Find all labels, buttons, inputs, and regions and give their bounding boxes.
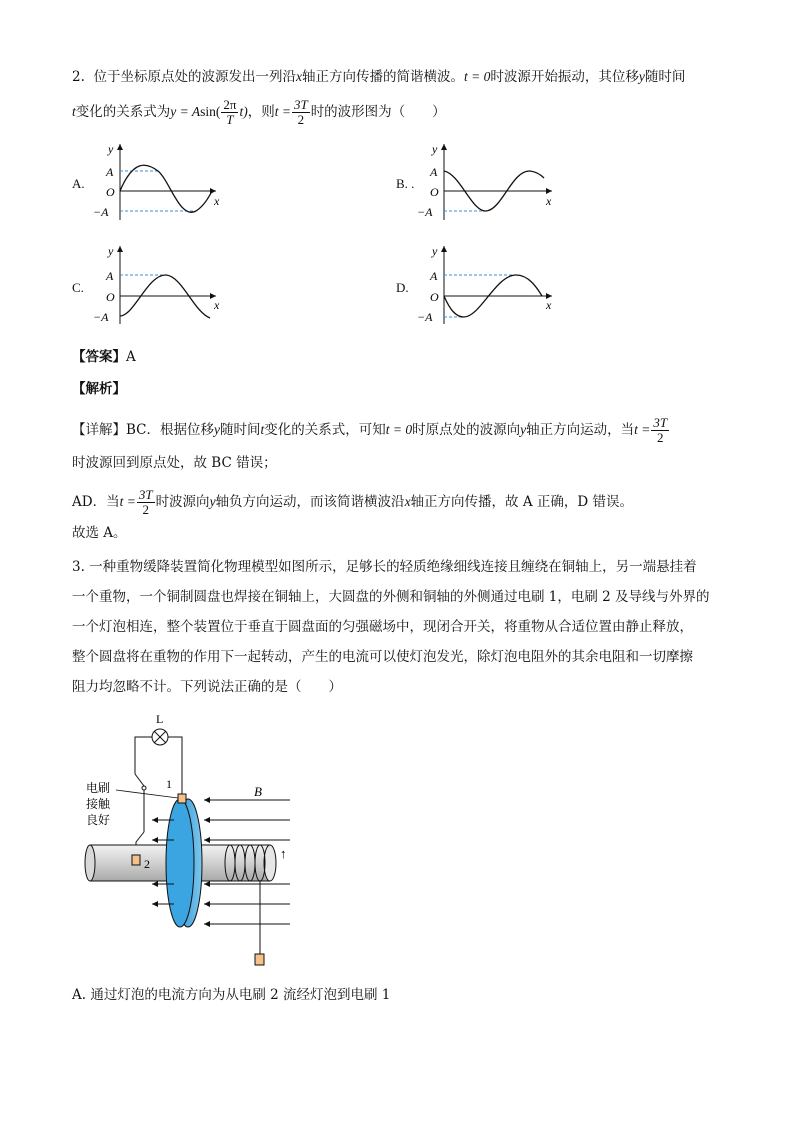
- origin-label: O: [430, 185, 439, 199]
- q3-stem-line4: 整个圆盘将在重物的作用下一起转动，产生的电流可以使灯泡发光，除灯泡电阻外的其余电阻和一切摩擦: [72, 649, 693, 665]
- field-label: B: [254, 784, 262, 799]
- conclusion-line: 故选 A。: [72, 525, 127, 541]
- answer-line: 【答案】A: [72, 349, 136, 365]
- q3-stem-line5: 阻力均忽略不计。下列说法正确的是（ ）: [72, 679, 342, 695]
- brush-2: [132, 855, 140, 865]
- pos-amp-label: A: [106, 165, 114, 179]
- y-label: y: [432, 244, 438, 258]
- detail-ad-line: AD．当t = $\frac{3T}{2}$ 时波源向y轴负方向运动，而该简谐横波沿x轴正方向传播，故 A 正确，D 错误。: [72, 487, 634, 517]
- y-label: y: [108, 142, 114, 156]
- brush1-label: 1: [166, 777, 172, 791]
- pos-amp-label: A: [430, 269, 438, 283]
- x-label: x: [214, 298, 220, 312]
- pos-amp-label: A: [106, 269, 114, 283]
- y-label: y: [108, 244, 114, 258]
- brush-1: [178, 794, 186, 803]
- analysis-tag: 【解析】: [72, 381, 126, 397]
- option-a-label[interactable]: A.: [72, 176, 85, 191]
- option-c-graph[interactable]: [88, 242, 228, 326]
- option-d-graph[interactable]: [412, 242, 562, 326]
- formula-fraction: $\frac{2\pi}{T}$: [223, 97, 237, 127]
- x-label: x: [546, 298, 552, 312]
- option-b-label[interactable]: B. .: [396, 176, 415, 191]
- rotation-arrow: ↑: [280, 846, 287, 861]
- pos-amp-label: A: [430, 165, 438, 179]
- lamp-label: L: [156, 712, 164, 726]
- q3-stem-line1: 3. 一种重物缓降装置简化物理模型如图所示，足够长的轻质绝缘细线连接且缠绕在铜轴上，另一端悬挂着: [72, 559, 697, 575]
- origin-label: O: [106, 290, 115, 304]
- time-fraction: $\frac{3T}{2}$: [293, 97, 308, 127]
- q3-stem-line3: 一个灯泡相连，整个装置位于垂直于圆盘面的匀强磁场中，现闭合开关，将重物从合适位置由静止释放，: [72, 619, 693, 635]
- q3-apparatus-figure: [80, 712, 310, 972]
- brush2-label: 2: [144, 857, 150, 871]
- option-b-graph[interactable]: [412, 140, 562, 222]
- neg-amp-label: −A: [93, 310, 109, 324]
- neg-amp-label: −A: [93, 205, 109, 219]
- option-a-graph[interactable]: [88, 140, 228, 222]
- time-fraction: $\frac{3T}{2}$: [138, 487, 153, 517]
- q2-stem-line1: 2. 位于坐标原点处的波源发出一列沿x轴正方向传播的简谐横波。t = 0时波源开始振动，其位移y随时间: [72, 69, 686, 85]
- detail-line2: 时波源回到原点处，故 BC 错误；: [72, 455, 277, 471]
- option-d-label[interactable]: D.: [396, 280, 409, 295]
- y-label: y: [432, 142, 438, 156]
- neg-amp-label: −A: [417, 205, 433, 219]
- x-label: x: [214, 194, 220, 208]
- neg-amp-label: −A: [417, 310, 433, 324]
- brush-note-1: 电刷: [86, 781, 111, 795]
- q2-stem-line2: t变化的关系式为y = Asin( $\frac{2\pi}{T}$ t)，则t = $\frac{3T}{2}$ 时的波形图为（ ）: [72, 97, 446, 127]
- brush-note-3: 良好: [86, 813, 111, 827]
- switch: [135, 774, 144, 786]
- q3-stem-line2: 一个重物，一个铜制圆盘也焊接在铜轴上，大圆盘的外侧和铜轴的外侧通过电刷 1，电刷 2 及导线与外界的: [72, 589, 710, 605]
- time-fraction: $\frac{3T}{2}$: [653, 415, 668, 445]
- waveform: [120, 165, 212, 212]
- detail-line1: 【详解】BC．根据位移y随时间t变化的关系式，可知t = 0时原点处的波源向y轴正方向运动，当t = $\frac{3T}{2}$: [72, 415, 668, 445]
- x-label: x: [546, 194, 552, 208]
- q3-option-a[interactable]: A. 通过灯泡的电流方向为从电刷 2 流经灯泡到电刷 1: [72, 987, 391, 1003]
- brush-note-2: 接触: [86, 797, 111, 811]
- option-c-label[interactable]: C.: [72, 280, 84, 295]
- origin-label: O: [106, 185, 115, 199]
- origin-label: O: [430, 290, 439, 304]
- weight: [255, 954, 264, 965]
